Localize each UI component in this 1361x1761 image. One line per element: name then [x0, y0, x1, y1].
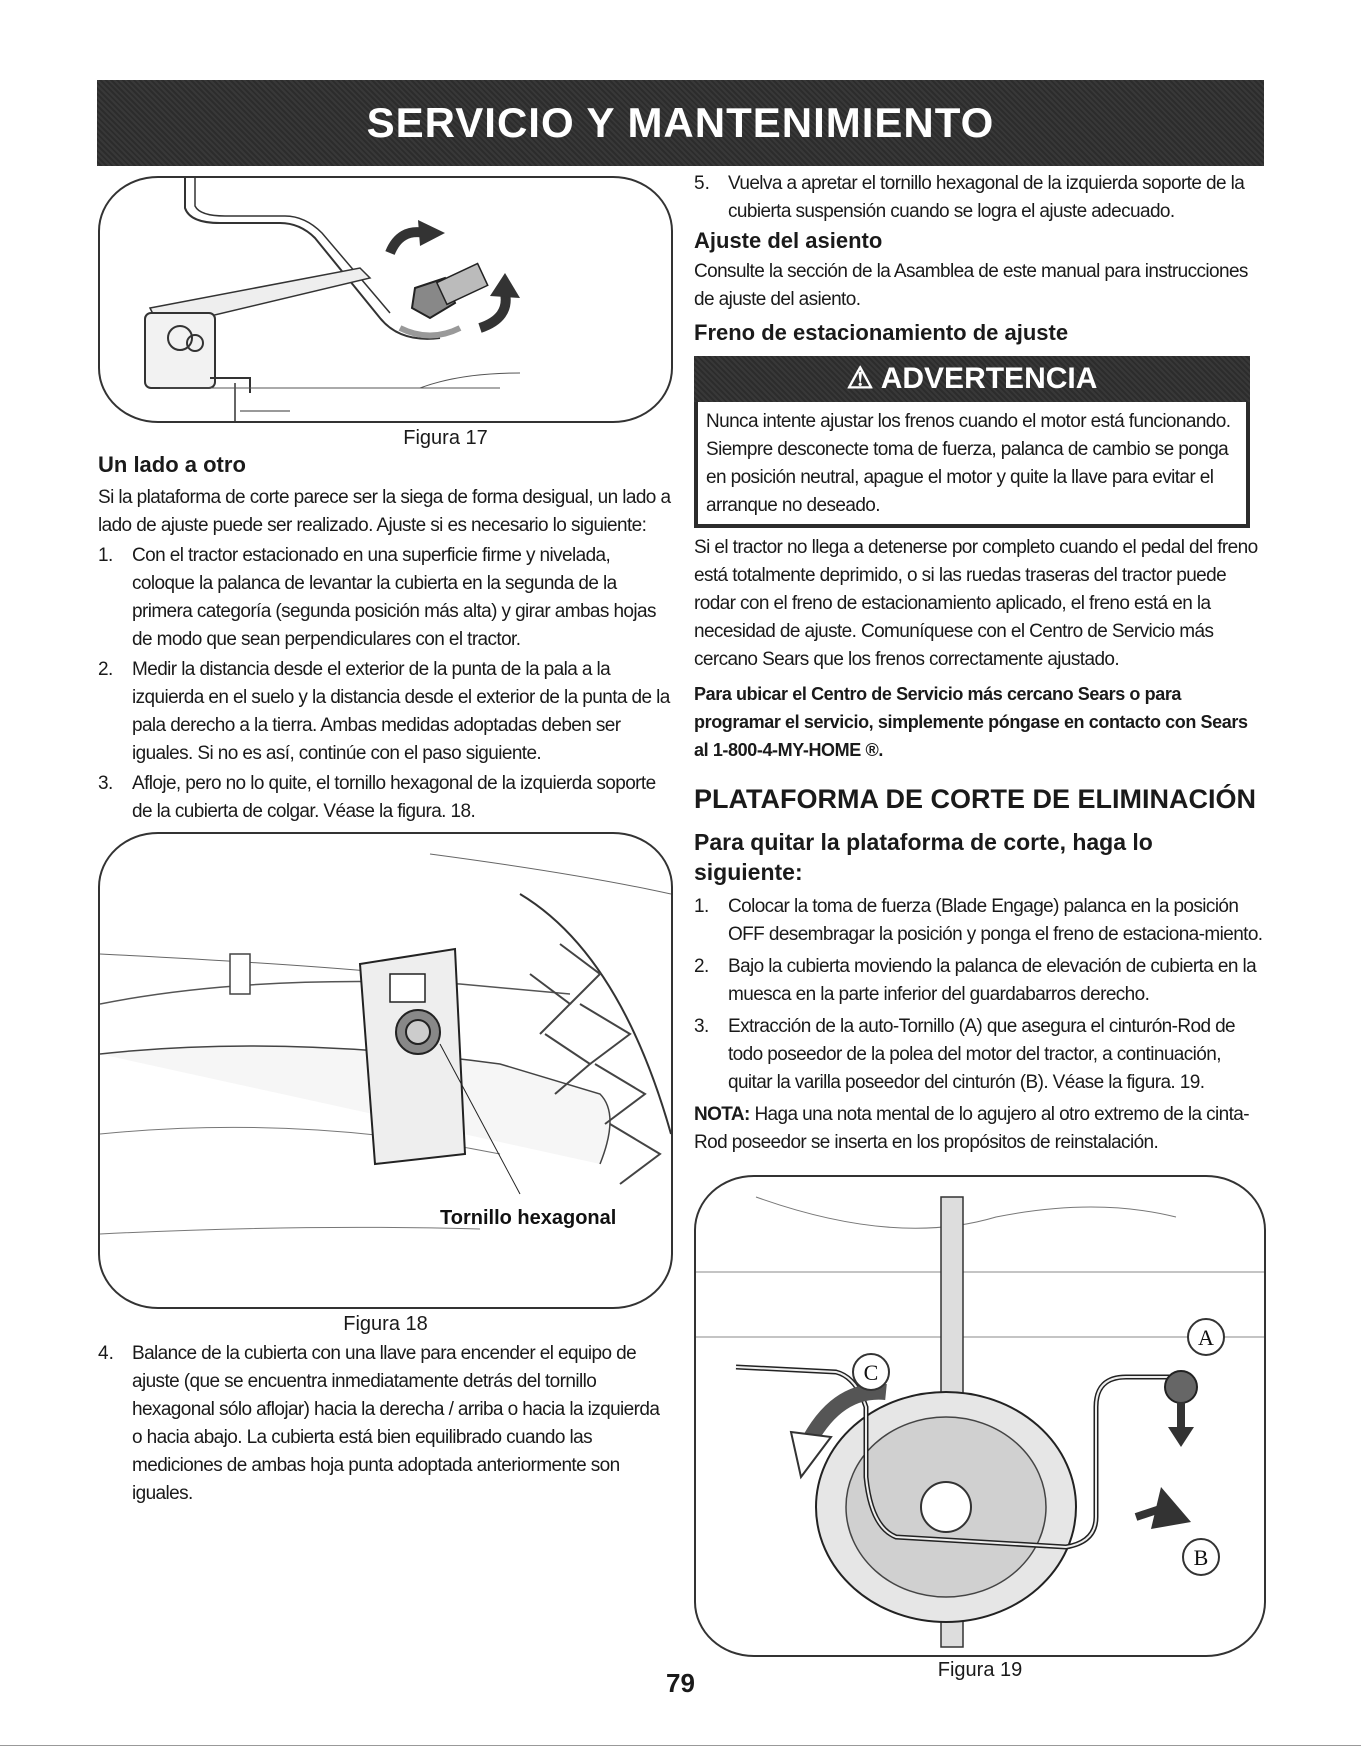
deck-removal-steps	[694, 893, 1266, 1097]
list-item: 3. Afloje, pero no lo quite, el tornillo hexagonal de la izquierda soporte de la cubierta de colgar. Véase la figura. 18.	[98, 773, 656, 822]
figure-17-caption: Figura 17	[403, 427, 488, 449]
section-title-side-to-side: Un lado a otro	[98, 452, 246, 477]
figure-18	[98, 832, 673, 1309]
list-item: 5. Vuelva a apretar el tornillo hexagonal de la izquierda soporte de la cubierta suspensión cuando se logra el ajuste adecuado.	[694, 173, 1245, 222]
figure-19-caption: Figura 19	[937, 1659, 1023, 1681]
figure-18-caption: Figura 18	[343, 1313, 428, 1335]
side-to-side-intro: Si la plataforma de corte parece ser la siega de forma desigual, un lado a lado de ajuste puede ser realizado. Ajuste si es necesario lo siguiente:	[98, 487, 671, 536]
list-item: 3. Extracción de la auto-Tornillo (A) que asegura el cinturón-Rod de todo poseedor de la polea del motor del tractor, a continuación, quitar la varilla poseedor del cinturón (B). Véase la figura. 19.	[694, 1016, 1236, 1093]
section-title-brake: Freno de estacionamiento de ajuste	[694, 320, 1069, 345]
left-column	[98, 176, 673, 1508]
figure-18-label: Tornillo hexagonal	[440, 1207, 617, 1229]
warning-banner	[694, 356, 1250, 402]
warning-box	[694, 356, 1250, 528]
bottom-divider	[0, 1745, 1361, 1746]
list-item: 1. Colocar la toma de fuerza (Blade Engage) palanca en la posición OFF desembragar la posición y ponga el freno de estaciona-miento.	[694, 896, 1263, 945]
note-label: NOTA:	[694, 1104, 750, 1125]
figure-19-label-b: B	[1193, 1545, 1209, 1570]
brake-text: Si el tractor no llega a detenerse por completo cuando el pedal del freno está totalmente deprimido, o si las ruedas traseras del tractor puede rodar con el freno de estacionamiento aplicado, el freno está en la necesidad de ajuste. Comuníquese con el Centro de Servicio más cercano Sears que los frenos correctamente ajustado.	[694, 537, 1258, 670]
warning-icon: ⚠	[846, 362, 874, 395]
section-title-deck-removal: PLATAFORMA DE CORTE DE ELIMINACIÓN	[694, 784, 1256, 814]
page-header-banner	[97, 80, 1264, 166]
figure-18-illustration	[100, 834, 671, 1307]
list-item: 1. Con el tractor estacionado en una superficie firme y nivelada, coloque la palanca de levantar la cubierta en la segunda de la primera categoría (segunda posición más alta) y girar ambas hojas de modo que sean perpendiculares con el tractor.	[98, 545, 656, 650]
section-title-seat: Ajuste del asiento	[694, 228, 883, 253]
note-paragraph	[694, 1101, 1266, 1157]
deck-removal-subtitle: Para quitar la plataforma de corte, haga lo siguiente:	[694, 829, 1153, 885]
note-text: Haga una nota mental de lo agujero al otro extremo de la cinta-Rod poseedor se inserta en los propósitos de reinstalación.	[694, 1104, 1249, 1153]
list-item: 2. Medir la distancia desde el exterior de la punta de la pala a la izquierda en el suelo y la distancia desde el exterior de la punta de la pala derecho a la tierra. Ambas medidas adoptadas deben ser iguales. Si no es así, continúe con el paso siguiente.	[98, 659, 670, 764]
page-title: SERVICIO Y MANTENIMIENTO	[366, 99, 995, 146]
figure-17	[98, 176, 673, 423]
figure-19	[694, 1175, 1266, 1657]
service-note: Para ubicar el Centro de Servicio más cercano Sears o para programar el servicio, simplemente póngase en contacto con Sears al 1-800-4-MY-HOME ®.	[694, 684, 1248, 760]
figure-17-illustration	[100, 178, 671, 421]
page-number: 79	[666, 1668, 695, 1698]
seat-text: Consulte la sección de la Asamblea de este manual para instrucciones de ajuste del asiento.	[694, 261, 1248, 310]
side-to-side-steps	[98, 542, 673, 826]
figure-19-label-a: A	[1198, 1325, 1214, 1350]
figure-19-label-c: C	[863, 1360, 879, 1385]
list-item: 4. Balance de la cubierta con una llave para encender el equipo de ajuste (que se encuentra inmediatamente detrás del tornillo hexagonal sólo aflojar) hacia la derecha / arriba o hacia la izquierda o hacia abajo. La cubierta está bien equilibrado cuando las mediciones de ambas hoja punta adoptada anteriormente son iguales.	[98, 1343, 660, 1504]
list-item: 2. Bajo la cubierta moviendo la palanca de elevación de cubierta en la muesca en la parte inferior del guardabarros derecho.	[694, 956, 1257, 1005]
figure-19-illustration	[696, 1177, 1264, 1655]
warning-title: ADVERTENCIA	[880, 362, 1098, 395]
warning-text: Nunca intente ajustar los frenos cuando el motor está funcionando. Siempre desconecte toma de fuerza, palanca de cambio se ponga en posición neutral, apague el motor y quite la llave para evitar el arranque no deseado.	[706, 411, 1231, 516]
right-column	[694, 173, 1266, 1682]
